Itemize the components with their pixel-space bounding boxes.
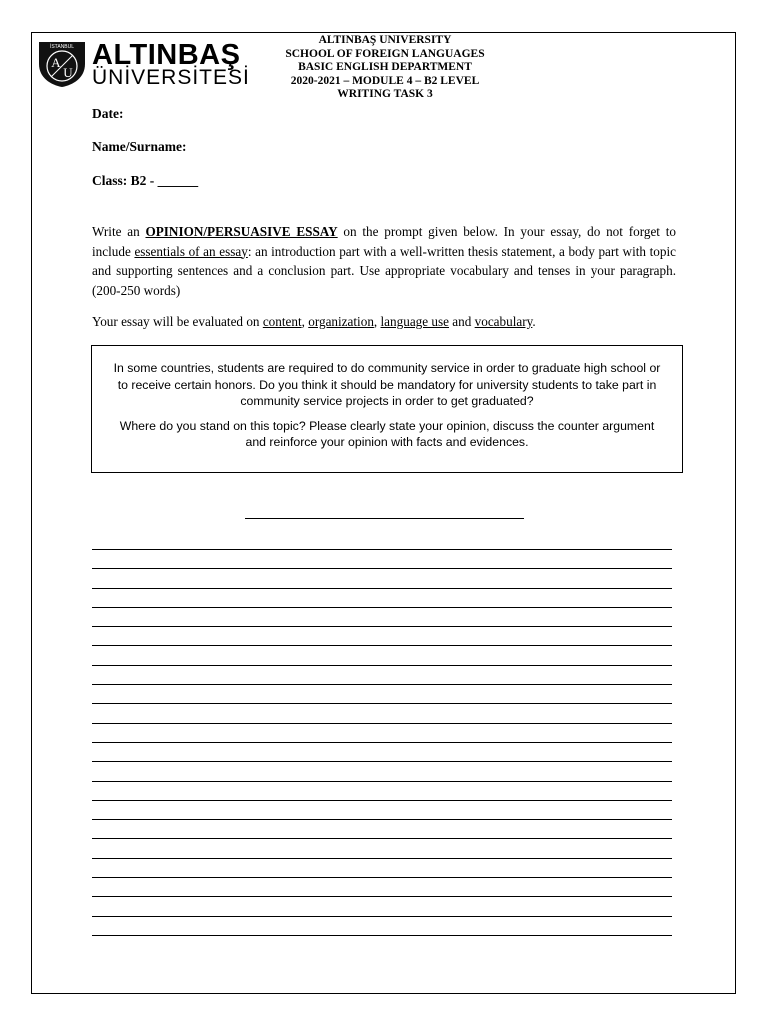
writing-line[interactable] <box>92 858 672 877</box>
writing-line[interactable] <box>92 742 672 761</box>
writing-line[interactable] <box>92 800 672 819</box>
instructions-paragraph <box>92 222 676 300</box>
writing-line[interactable] <box>92 588 672 607</box>
writing-line[interactable] <box>92 781 672 800</box>
class-field: Class: B2 - ______ <box>92 173 199 188</box>
writing-line[interactable] <box>92 916 672 935</box>
eval-content: content <box>262 314 302 329</box>
writing-line[interactable] <box>92 568 672 587</box>
logo-name-line1: ALTINBAŞ <box>92 39 241 71</box>
eval-sep2: , <box>373 314 381 329</box>
evaluation-sentence <box>92 312 682 331</box>
eval-sep1: , <box>301 314 309 329</box>
writing-lines <box>92 549 672 954</box>
eval-period: . <box>532 314 536 329</box>
writing-line[interactable] <box>92 877 672 896</box>
writing-line[interactable] <box>92 896 672 915</box>
writing-line[interactable] <box>92 549 672 568</box>
writing-line[interactable] <box>92 723 672 742</box>
prompt-paragraph-2: Where do you stand on this topic? Please clearly state your opinion, discuss the counter argument and reinforce your opinion with facts and evidences. <box>119 418 655 449</box>
writing-line[interactable] <box>92 645 672 664</box>
essentials-of-essay: essentials of an essay <box>134 243 248 259</box>
instr-part2: on the prompt given below. In your essay, do not forget to include <box>92 224 676 259</box>
monogram-u: U <box>63 65 73 80</box>
header-department: BASIC ENGLISH DEPARTMENT <box>298 61 472 74</box>
eval-language-use: language use <box>380 314 449 329</box>
document-header <box>230 34 540 102</box>
writing-line[interactable] <box>92 684 672 703</box>
instr-part1: Write an <box>92 224 146 239</box>
header-module: 2020-2021 – MODULE 4 – B2 LEVEL <box>290 74 480 87</box>
writing-line[interactable] <box>92 626 672 645</box>
name-surname-field: Name/Surname: <box>92 139 187 154</box>
essay-prompt-box <box>91 345 683 473</box>
logo-name-line2: ÜNİVERSİTESİ <box>92 66 250 89</box>
writing-line[interactable] <box>92 838 672 857</box>
writing-line[interactable] <box>92 935 672 954</box>
writing-line[interactable] <box>92 703 672 722</box>
essay-type: OPINION/PERSUASIVE ESSAY <box>145 224 338 239</box>
university-logo <box>37 38 255 90</box>
writing-line[interactable] <box>92 665 672 684</box>
writing-line[interactable] <box>92 761 672 780</box>
instr-part3: : an introduction part with a well-written thesis statement, a body part with topic and supporting sentences and a conclusion part. Use appropriate vocabulary and tenses in your paragraph. (200-250 words) <box>92 243 676 298</box>
writing-line[interactable] <box>92 819 672 838</box>
header-task: WRITING TASK 3 <box>337 88 433 101</box>
eval-vocabulary: vocabulary <box>474 314 533 329</box>
eval-prefix: Your essay will be evaluated on <box>92 314 263 329</box>
seal-text: İSTANBUL <box>49 44 75 50</box>
essay-title-line[interactable] <box>245 518 524 519</box>
header-school: SCHOOL OF FOREIGN LANGUAGES <box>285 47 485 60</box>
prompt-paragraph-1: In some countries, students are required to do community service in order to graduate high school or to receive certain honors. Do you think it should be mandatory for university students to take part in community service projects in order to get graduated? <box>113 361 661 408</box>
university-shield-icon <box>37 38 87 88</box>
header-university: ALTINBAŞ UNIVERSITY <box>318 34 452 46</box>
eval-and: and <box>449 314 475 329</box>
monogram-a: A <box>51 55 61 70</box>
eval-organization: organization <box>308 314 374 329</box>
writing-line[interactable] <box>92 607 672 626</box>
date-field: Date: <box>92 106 124 121</box>
